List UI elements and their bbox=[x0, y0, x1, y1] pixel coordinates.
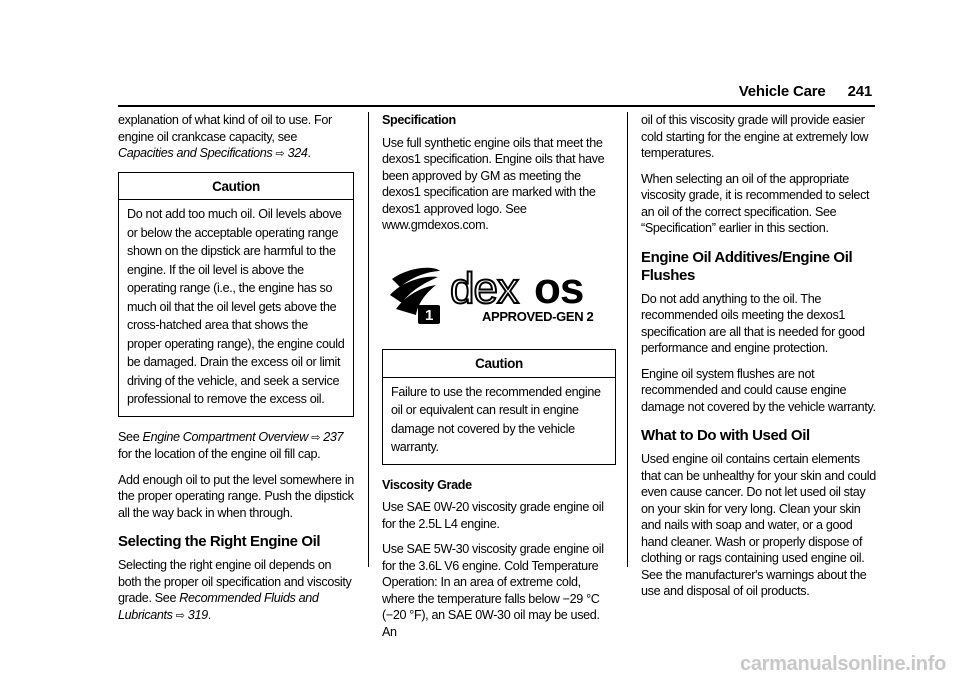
column-divider-2 bbox=[627, 112, 628, 567]
paragraph-selecting: Selecting the right engine oil depends on both the proper oil specification and viscosity grade. See Recommended Fluids and Lubricants ⇨ 319. bbox=[118, 558, 352, 622]
section-title: Vehicle Care bbox=[738, 83, 826, 100]
paragraph-add-oil: Add enough oil to put the level somewhere in the proper operating range. Push the dipstick all the way back in when through. bbox=[118, 472, 354, 520]
dexos-badge-number: 1 bbox=[425, 306, 433, 324]
caution-box-oil-level bbox=[118, 172, 354, 417]
paragraph-viscosity-l4: Use SAE 0W-20 viscosity grade engine oil for the 2.5L L4 engine. bbox=[382, 500, 604, 531]
caution-text: Do not add too much oil. Oil levels above or below the acceptable operating range shown on the dipstick are harmful to the engine. If the oil level is above the operating range (i.e., the engine has so much oil that the oil level gets above the cross-hatched area that shows the proper operating range), the engine could be damaged. Drain the excess oil or limit driving of the vehicle, and seek a service professional to remove the excess oil. bbox=[127, 207, 345, 406]
page-ref-237[interactable]: 237 bbox=[323, 429, 344, 444]
heading-selecting-oil: Selecting the Right Engine Oil bbox=[118, 533, 321, 550]
caution-title: Caution bbox=[383, 350, 615, 378]
dexos-word-os: os bbox=[534, 264, 584, 313]
column-divider-1 bbox=[368, 112, 369, 567]
caution-title: Caution bbox=[119, 173, 353, 201]
dexos-word-dex: dex bbox=[450, 264, 518, 313]
caution-text: Failure to use the recommended engine oil or equivalent can result in engine damage not covered by the vehicle warranty. bbox=[391, 384, 601, 454]
paragraph-capacity: explanation of what kind of oil to use. For engine oil crankcase capacity, see Capacities and Specifications ⇨ 324. bbox=[118, 113, 332, 160]
link-recommended-fluids[interactable]: Recommended Fluids and Lubricants bbox=[118, 591, 319, 622]
heading-viscosity: Viscosity Grade bbox=[382, 477, 472, 492]
dexos-logo bbox=[388, 265, 616, 325]
watermark: carmanualsonline.info bbox=[740, 653, 946, 675]
page-arrow-icon: ⇨ bbox=[275, 148, 285, 160]
column-2 bbox=[382, 112, 616, 649]
page-number: 241 bbox=[847, 83, 872, 100]
heading-specification: Specification bbox=[382, 113, 456, 127]
header-rule bbox=[118, 105, 875, 107]
page-header bbox=[739, 83, 872, 100]
paragraph-no-additives: Do not add anything to the oil. The recommended oils meeting the dexos1 specification are all that is needed for good performance and engine protection. bbox=[641, 291, 865, 355]
paragraph-flushes: Engine oil system flushes are not recommended and could cause engine damage not covered by the vehicle warranty. bbox=[641, 366, 876, 414]
heading-additives: Engine Oil Additives/Engine Oil Flushes bbox=[641, 248, 853, 284]
dexos-approved-label: APPROVED-GEN 2 bbox=[482, 308, 594, 324]
page-ref-319[interactable]: 319 bbox=[187, 607, 208, 622]
page-arrow-icon: ⇨ bbox=[311, 431, 321, 444]
paragraph-specification: Use full synthetic engine oils that meet the dexos1 specification. Engine oils that have been approved by GM as meeting the dexos1 specification are marked with the dexos1 approved logo. See www.gmdexos.com. bbox=[382, 135, 605, 232]
column-3 bbox=[641, 112, 877, 609]
link-engine-compartment[interactable]: Engine Compartment Overview bbox=[142, 429, 309, 444]
page-ref-324[interactable]: 324 bbox=[287, 146, 308, 160]
column-1 bbox=[118, 112, 354, 633]
page-arrow-icon: ⇨ bbox=[175, 609, 185, 622]
link-capacities[interactable]: Capacities and Specifications bbox=[118, 146, 273, 160]
paragraph-cold-start: oil of this viscosity grade will provide easier cold starting for the engine at extremely low temperatures. bbox=[641, 113, 869, 160]
paragraph-viscosity-v6: Use SAE 5W-30 viscosity grade engine oil for the 3.6L V6 engine. Cold Temperature Operation: In an area of extreme cold, where the temperature falls below −29 °C (−20 °F), an SAE 0W-30 oil may be used. An bbox=[382, 542, 604, 639]
caution-box-warranty bbox=[382, 349, 616, 465]
paragraph-used-oil: Used engine oil contains certain elements that can be unhealthy for your skin and could even cause cancer. Do not let used oil stay on your skin for very long. Clean your skin and nails with soap and water, or a good hand cleaner. Wash or properly dispose of clothing or rags containing used engine oil. See the manufacturer's warnings about the use and disposal of oil products. bbox=[641, 452, 876, 598]
paragraph-fill-cap: See Engine Compartment Overview ⇨ 237 for the location of the engine oil fill cap. bbox=[118, 429, 344, 461]
heading-used-oil: What to Do with Used Oil bbox=[641, 427, 810, 444]
paragraph-select-spec: When selecting an oil of the appropriate viscosity grade, it is recommended to select an oil of the correct specification. See “Specification” earlier in this section. bbox=[641, 171, 870, 235]
